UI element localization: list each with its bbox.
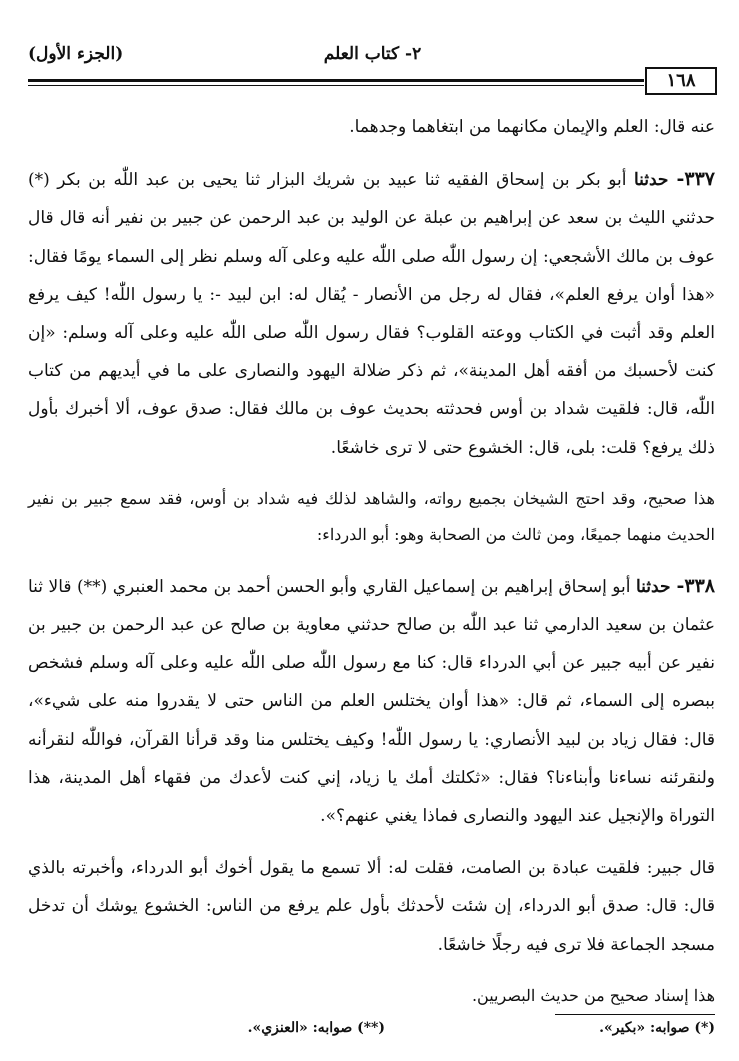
header-rule-thin: [28, 85, 644, 86]
page-number: ١٦٨: [645, 67, 717, 95]
hadith-number: ٣٣٨-: [676, 574, 715, 597]
footnote-2: (**) صوابه: «العنزي».: [247, 1020, 385, 1036]
footnote-separator: [555, 1014, 715, 1015]
page-body: [28, 108, 715, 1028]
hadith-lead: حدثنا: [636, 576, 677, 597]
hadith-number: ٣٣٧-: [676, 168, 715, 191]
paragraph-text: قال جبير: فلقيت عبادة بن الصامت، فقلت له: ألا تسمع ما يقول أخوك أبو الدرداء، وأخبرته بالذي قال: قال: صدق أبو الدرداء، إن شئت لأحدثك بأول علم يرفع من الناس: الخشوع يوشك أن تدخل مسجد الجماعة فلا ترى فيه رجلًا خاشعًا.: [28, 858, 715, 955]
jubair-report: [28, 849, 715, 964]
paragraph-text: هذا إسناد صحيح من حديث البصريين.: [471, 985, 715, 1005]
chapter-title: ٢- كتاب العلم: [323, 44, 422, 64]
header-rule-thick: [28, 79, 644, 82]
paragraph-intro: [28, 108, 715, 146]
commentary-337: [28, 481, 715, 553]
hadith-338: [28, 567, 715, 835]
hadith-337: [28, 160, 715, 467]
hadith-text: أبو إسحاق إبراهيم بن إسماعيل القاري وأبو الحسن أحمد بن محمد العنبري (**) قالا ثنا عثمان بن سعيد الدارمي ثنا عبد اللّٰه بن صالح حدثني معاوية بن صالح عن عبد الرحمن بن جبير بن نفير عن أبيه جبير عن أبي الدرداء قال: كنا مع رسول اللّٰه صلى اللّٰه عليه وعلى آله وسلم فشخص ببصره إلى السماء، ثم قال: «هذا أوان يختلس العلم من الناس حتى لا يقدروا منه على شيء»، قال: فقال زياد بن لبيد الأنصاري: يا رسول اللّٰه! وكيف يختلس منا وقد قرأنا القرآن، فواللّٰه لنقرأنه ولنقرئنه نساءنا وأبناءنا؟ فقال: «ثكلتك أمك يا زياد، إني كنت لأعدك من فقهاء أهل المدينة، هذا التوراة والإنجيل عند اليهود والنصارى فماذا يغني عنهم؟».: [28, 576, 715, 827]
commentary-338: [28, 978, 715, 1014]
volume-label: (الجزء الأول): [28, 44, 124, 64]
footnote-1: (*) صوابه: «بكير».: [599, 1020, 715, 1036]
running-header: [28, 44, 717, 74]
paragraph-text: هذا صحيح، وقد احتج الشيخان بجميع رواته، والشاهد لذلك فيه شداد بن أوس، فقد سمع جبير بن نفير الحديث منهما جميعًا، ومن ثالث من الصحابة وهو: أبو الدرداء:: [28, 488, 715, 544]
paragraph-text: عنه قال: العلم والإيمان مكانهما من ابتغاهما وجدهما.: [349, 117, 715, 137]
hadith-text: أبو بكر بن إسحاق الفقيه ثنا عبيد بن شريك البزار ثنا يحيى بن عبد اللّٰه بن بكر (*) حدثني الليث بن سعد عن إبراهيم بن عبلة عن الوليد بن عبد الرحمن عن جبير بن نفير أنه قال قال عوف بن مالك الأشجعي: إن رسول اللّٰه صلى اللّٰه عليه وعلى آله وسلم نظر إلى السماء يومًا فقال: «هذا أوان يرفع العلم»، فقال له رجل من الأنصار - يُقال له: ابن لبيد -: يا رسول اللّٰه! كيف يرفع العلم وقد أثبت في الكتاب ووعته القلوب؟ فقال رسول اللّٰه صلى اللّٰه عليه وعلى آله وسلم: «إن كنت لأحسبك من أفقه أهل المدينة»، ثم ذكر ضلالة اليهود والنصارى على ما في أيديهم من كتاب اللّٰه، قال: فلقيت شداد بن أوس فحدثته بحديث عوف بن مالك فقال: صدق عوف، ألا أخبرك بأول ذلك يرفع؟ قلت: بلى، قال: الخشوع حتى لا ترى خاشعًا.: [28, 170, 715, 458]
hadith-lead: حدثنا: [633, 170, 677, 191]
